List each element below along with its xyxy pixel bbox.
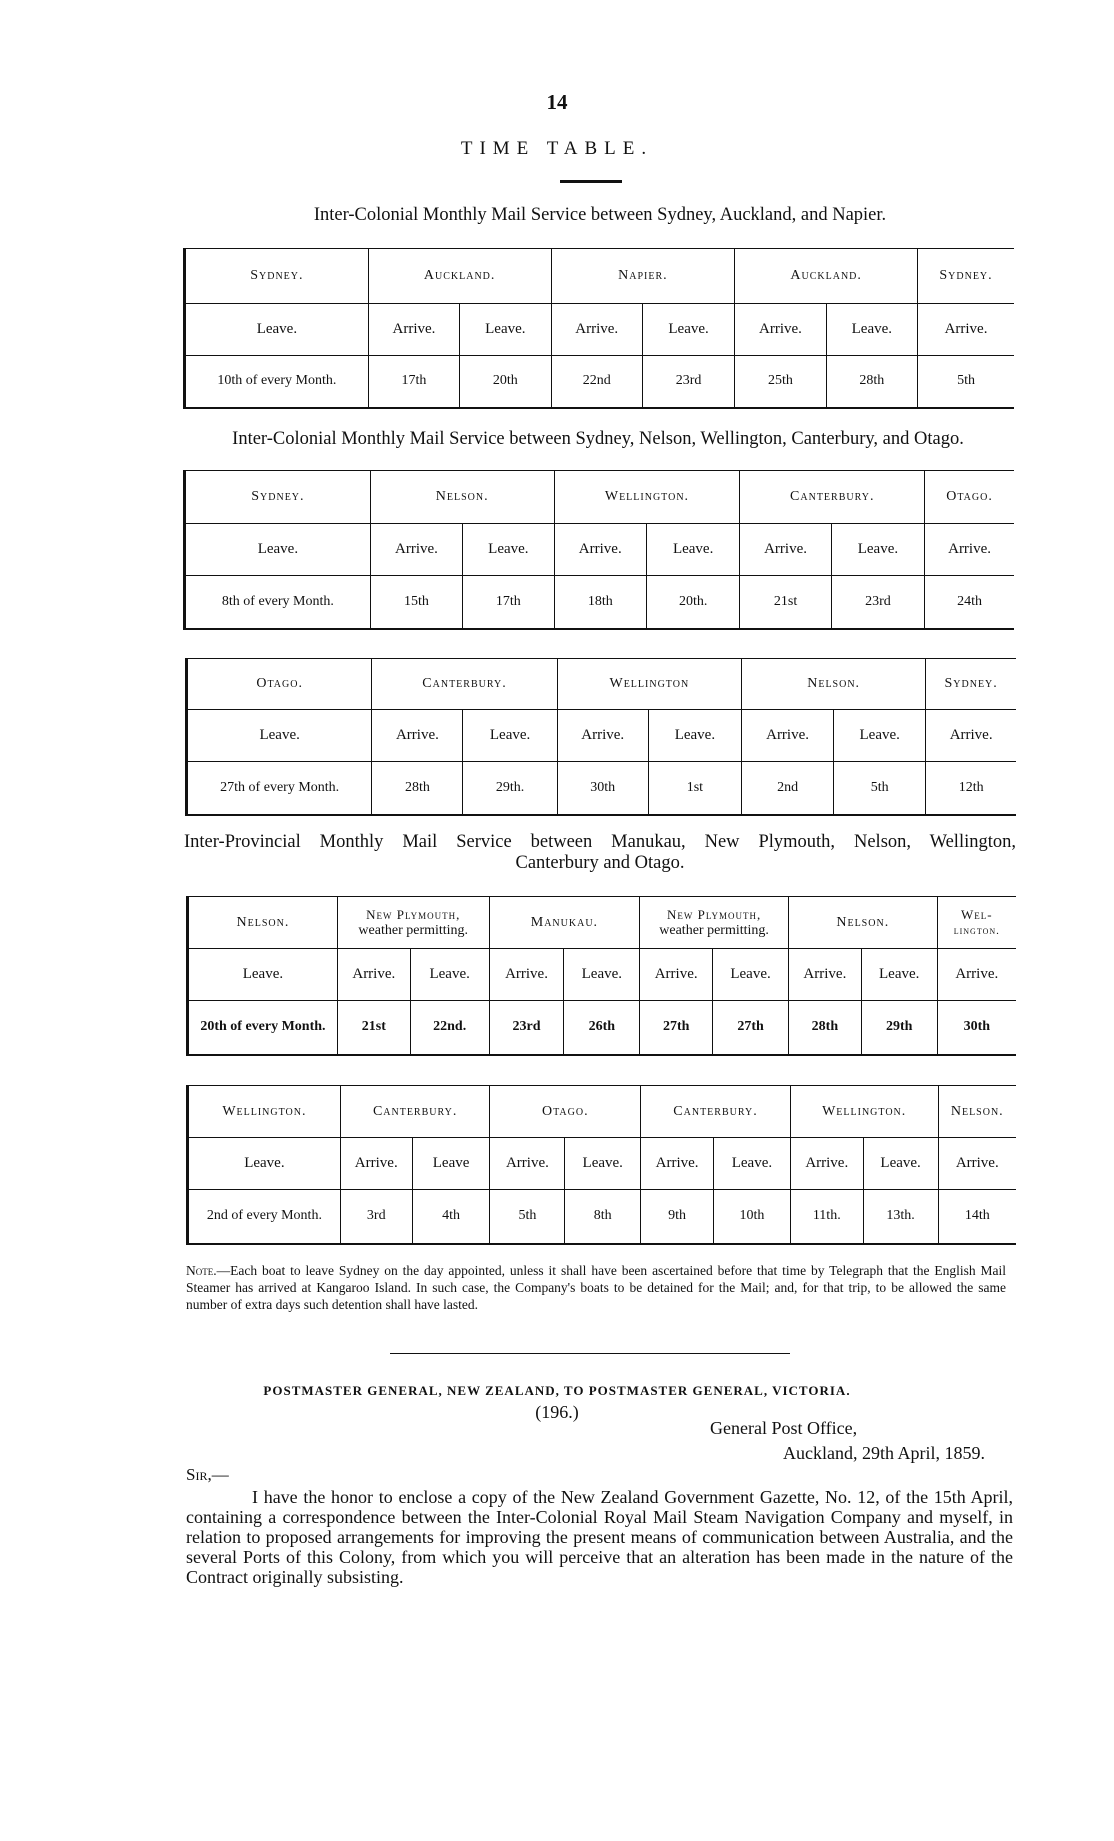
date-cell: 20th. [646, 576, 739, 629]
letter-heading: POSTMASTER GENERAL, NEW ZEALAND, TO POSTMASTER GENERAL, VICTORIA. [263, 1383, 851, 1398]
head-canterbury: Canterbury. [740, 471, 925, 524]
weather-permitting-note: weather permitting. [358, 923, 469, 938]
section-divider [390, 1353, 790, 1354]
head-manukau: Manukau. [489, 897, 640, 949]
action-cell: Arrive. [551, 304, 642, 356]
head-new-plymouth-line1: New Plymouth, [366, 907, 461, 922]
date-cell: 22nd [551, 356, 642, 408]
section2-heading: Inter-Colonial Monthly Mail Service between Sydney, Nelson, Wellington, Canterbury, and Otago. [232, 429, 964, 449]
action-cell: Arrive. [370, 524, 462, 576]
action-cell: Leave. [831, 524, 924, 576]
section3-heading-line2: Canterbury and Otago. [515, 853, 685, 873]
date-cell: 20th of every Month. [188, 1001, 338, 1055]
head-sydney: Sydney. [926, 659, 1016, 710]
action-cell: Leave. [187, 710, 372, 762]
head-wellington [937, 897, 1016, 949]
action-cell: Leave. [713, 949, 789, 1001]
date-cell: 26th [564, 1001, 640, 1055]
timetable-otago-sydney-back [185, 658, 1016, 816]
action-cell: Arrive. [641, 1138, 714, 1190]
date-cell: 27th of every Month. [187, 762, 372, 815]
date-cell: 8th [565, 1190, 641, 1244]
date-cell: 29th [861, 1001, 937, 1055]
action-cell: Arrive. [938, 1138, 1016, 1190]
action-cell: Arrive. [557, 710, 648, 762]
head-nelson: Nelson. [938, 1086, 1016, 1138]
letter-place: General Post Office, [710, 1418, 858, 1438]
date-cell: 3rd [340, 1190, 412, 1244]
head-new-plymouth-line1: New Plymouth, [666, 907, 762, 922]
letter-body: I have the honor to enclose a copy of the New Zealand Government Gazette, No. 12, of the 15th April, containing a correspondence between the Inter-Colonial Royal Mail Steam Navigation Company and myself, in relation to proposed arrangements for improving the present means of communication between Australia, and the several Ports of this Colony, from which you will perceive that an alteration has been made in the nature of the Contract originally subsisting. [186, 1487, 1013, 1587]
action-cell: Arrive. [740, 524, 831, 576]
head-nelson: Nelson. [188, 897, 338, 949]
head-wellington-line2: lington. [953, 924, 1000, 937]
page-number: 14 [546, 90, 568, 114]
date-cell: 23rd [831, 576, 924, 629]
action-cell: Leave. [463, 710, 557, 762]
head-canterbury: Canterbury. [340, 1086, 490, 1138]
action-cell: Arrive. [490, 1138, 565, 1190]
letter-number: (196.) [535, 1402, 579, 1422]
date-cell: 21st [337, 1001, 410, 1055]
action-cell: Leave. [646, 524, 739, 576]
action-cell: Leave. [642, 304, 734, 356]
date-cell: 13th. [863, 1190, 938, 1244]
action-cell: Arrive. [741, 710, 833, 762]
action-cell: Leave. [188, 1138, 341, 1190]
timetable-sydney-otago-out [183, 470, 1014, 630]
action-cell: Leave. [863, 1138, 938, 1190]
action-cell: Leave. [826, 304, 917, 356]
date-cell: 5th [834, 762, 926, 815]
date-cell: 23rd [489, 1001, 564, 1055]
head-auckland: Auckland. [368, 249, 551, 304]
head-auckland: Auckland. [735, 249, 918, 304]
head-new-plymouth [640, 897, 789, 949]
action-cell: Arrive. [640, 949, 713, 1001]
date-cell: 2nd [741, 762, 833, 815]
date-cell: 27th [640, 1001, 713, 1055]
action-cell: Arrive. [489, 949, 564, 1001]
section3-heading: Inter-Provincial Monthly Mail Service between Manukau, New Plymouth, Nelson, Wellington, [184, 832, 1016, 852]
date-cell: 14th [964, 1208, 990, 1224]
date-cell: 11th. [790, 1190, 863, 1244]
action-cell: Arrive. [337, 949, 410, 1001]
date-cell: 23rd [642, 356, 734, 408]
head-napier: Napier. [551, 249, 735, 304]
action-cell: Leave. [861, 949, 937, 1001]
date-cell: 2nd of every Month. [188, 1190, 341, 1244]
head-wellington: Wellington [557, 659, 741, 710]
action-cell: Arrive. [788, 949, 861, 1001]
head-otago: Otago. [187, 659, 372, 710]
action-cell: Arrive. [925, 524, 1014, 576]
date-cell: 9th [641, 1190, 714, 1244]
timetable-note [186, 1262, 1006, 1313]
action-cell: Leave. [564, 949, 640, 1001]
action-cell: Leave. [188, 949, 338, 1001]
head-sydney: Sydney. [918, 249, 1014, 304]
head-wellington: Wellington. [188, 1086, 341, 1138]
head-canterbury: Canterbury. [641, 1086, 791, 1138]
weather-permitting-note: weather permitting. [659, 923, 769, 938]
action-cell: Leave. [834, 710, 926, 762]
action-cell: Leave. [565, 1138, 641, 1190]
action-cell: Arrive. [735, 304, 826, 356]
date-cell: 8th of every Month. [185, 576, 371, 629]
head-new-plymouth [337, 897, 489, 949]
date-cell: 20th [460, 356, 551, 408]
action-cell: Arrive. [937, 949, 1016, 1001]
date-cell: 25th [735, 356, 826, 408]
timetable-wellington-nelson-back [186, 1085, 1016, 1245]
head-wellington-line1: Wel- [960, 906, 993, 922]
date-cell: 30th [557, 762, 648, 815]
action-cell: Leave. [460, 304, 551, 356]
action-cell: Arrive. [554, 524, 646, 576]
date-cell: 30th [963, 1019, 991, 1035]
action-cell: Arrive. [340, 1138, 412, 1190]
date-cell: 10th of every Month. [185, 356, 369, 408]
letter-date: Auckland, 29th April, 1859. [783, 1443, 985, 1463]
head-wellington: Wellington. [554, 471, 740, 524]
date-cell: 21st [740, 576, 831, 629]
page-title: TIME TABLE. [460, 138, 654, 159]
date-cell: 4th [412, 1190, 490, 1244]
action-cell: Leave. [185, 304, 369, 356]
head-nelson: Nelson. [788, 897, 937, 949]
action-cell: Leave [412, 1138, 490, 1190]
date-cell: 28th [372, 762, 463, 815]
action-cell: Arrive. [372, 710, 463, 762]
action-cell: Arrive. [368, 304, 459, 356]
date-cell: 28th [788, 1001, 861, 1055]
action-cell: Arrive. [926, 710, 1016, 762]
date-cell: 12th [958, 779, 984, 795]
timetable-nelson-wellington-out [186, 896, 1016, 1056]
head-otago: Otago. [925, 471, 1014, 524]
action-cell: Arrive. [790, 1138, 863, 1190]
date-cell: 17th [368, 356, 459, 408]
head-nelson: Nelson. [741, 659, 925, 710]
action-cell: Arrive. [918, 304, 1014, 356]
date-cell: 5th [490, 1190, 565, 1244]
action-cell: Leave. [714, 1138, 791, 1190]
note-label: Note. [186, 1263, 217, 1278]
timetable-sydney-auckland-napier [183, 248, 1014, 409]
date-cell: 5th [957, 373, 975, 389]
date-cell: 18th [554, 576, 646, 629]
date-cell: 28th [826, 356, 917, 408]
date-cell: 1st [648, 762, 741, 815]
date-cell: 27th [713, 1001, 789, 1055]
action-cell: Leave. [185, 524, 371, 576]
date-cell: 29th. [463, 762, 557, 815]
head-sydney: Sydney. [185, 249, 369, 304]
head-wellington: Wellington. [790, 1086, 938, 1138]
date-cell: 15th [370, 576, 462, 629]
head-sydney: Sydney. [185, 471, 371, 524]
section1-heading: Inter-Colonial Monthly Mail Service between Sydney, Auckland, and Napier. [313, 205, 887, 225]
head-otago: Otago. [490, 1086, 641, 1138]
letter-salutation: Sir,— [186, 1465, 229, 1484]
action-cell: Leave. [410, 949, 489, 1001]
action-cell: Leave. [463, 524, 554, 576]
date-cell: 17th [463, 576, 554, 629]
date-cell: 22nd. [410, 1001, 489, 1055]
note-text: —Each boat to leave Sydney on the day appointed, unless it shall have been ascertained before that time by Telegraph that the English Mail Steamer has arrived at Kangaroo Island. In such case, the Company's boats to be detained for the Mail; and, for that trip, to be allowed the same number of extra days such detention shall have lasted. [186, 1263, 1006, 1312]
head-canterbury: Canterbury. [372, 659, 557, 710]
action-cell: Leave. [648, 710, 741, 762]
date-cell: 10th [714, 1190, 791, 1244]
date-cell: 24th [957, 593, 983, 609]
head-nelson: Nelson. [370, 471, 554, 524]
title-rule [560, 180, 622, 183]
